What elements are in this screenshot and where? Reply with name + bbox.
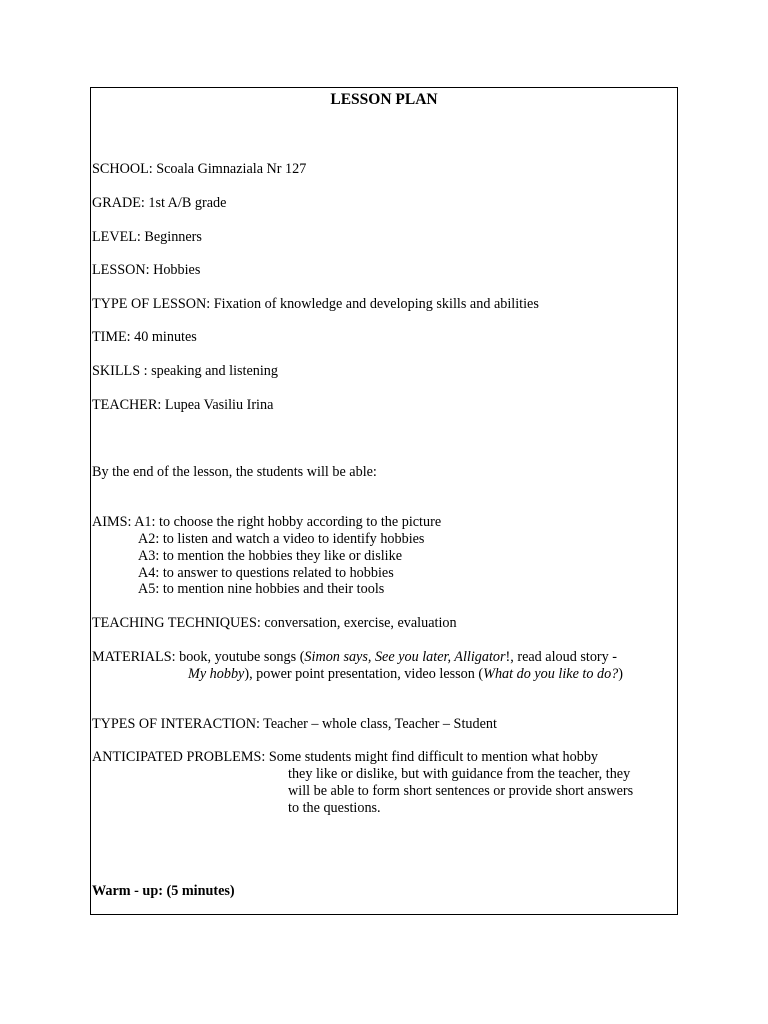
anticipated-problems-text: they like or dislike, but with guidance from the teacher, they <box>288 766 631 782</box>
materials-video-title: What do you like to do? <box>483 666 619 682</box>
document-title: LESSON PLAN <box>330 91 438 108</box>
aims-line-1 <box>92 514 441 531</box>
aim-item: A4: to answer to questions related to hobbies <box>138 565 394 581</box>
anticipated-problems-label: ANTICIPATED PROBLEMS: <box>92 749 269 765</box>
materials-text: MATERIALS: book, youtube songs ( <box>92 649 305 665</box>
aim-item: A2: to listen and watch a video to identify hobbies <box>138 531 425 547</box>
materials-story-title: My hobby <box>188 666 245 682</box>
school-field: SCHOOL: Scoala Gimnaziala Nr 127 <box>92 161 307 177</box>
aim-item: A3: to mention the hobbies they like or dislike <box>138 548 403 564</box>
anticipated-problems-text: Some students might find difficult to mention what hobby <box>268 749 599 765</box>
aim-item: A1: to choose the right hobby according to the picture <box>134 514 442 530</box>
time-field: TIME: 40 minutes <box>92 329 197 345</box>
types-of-interaction: TYPES OF INTERACTION: Teacher – whole class, Teacher – Student <box>92 716 497 732</box>
type-of-lesson-field: TYPE OF LESSON: Fixation of knowledge and developing skills and abilities <box>92 296 539 312</box>
warm-up-heading: Warm - up: (5 minutes) <box>92 883 235 899</box>
grade-field: GRADE: 1st A/B grade <box>92 195 227 211</box>
skills-field: SKILLS : speaking and listening <box>92 363 278 379</box>
materials-text: !, read aloud story - <box>505 649 618 665</box>
anticipated-problems-text: to the questions. <box>288 800 381 816</box>
materials-text: ) <box>618 666 624 682</box>
teaching-techniques: TEACHING TECHNIQUES: conversation, exercise, evaluation <box>92 615 457 631</box>
aims-label: AIMS: <box>92 514 135 530</box>
teacher-field: TEACHER: Lupea Vasiliu Irina <box>92 397 274 413</box>
anticipated-problems-line-1 <box>92 749 598 766</box>
materials-text: ), power point presentation, video lesson ( <box>244 666 484 682</box>
lesson-field: LESSON: Hobbies <box>92 262 201 278</box>
materials-line-2 <box>188 666 623 683</box>
materials-song-titles: Simon says, See you later, Alligator <box>304 649 506 665</box>
lesson-intro: By the end of the lesson, the students will be able: <box>92 464 377 480</box>
level-field: LEVEL: Beginners <box>92 229 202 245</box>
anticipated-problems-text: will be able to form short sentences or provide short answers <box>288 783 634 799</box>
aim-item: A5: to mention nine hobbies and their tools <box>138 581 385 597</box>
materials-line-1 <box>92 649 617 666</box>
